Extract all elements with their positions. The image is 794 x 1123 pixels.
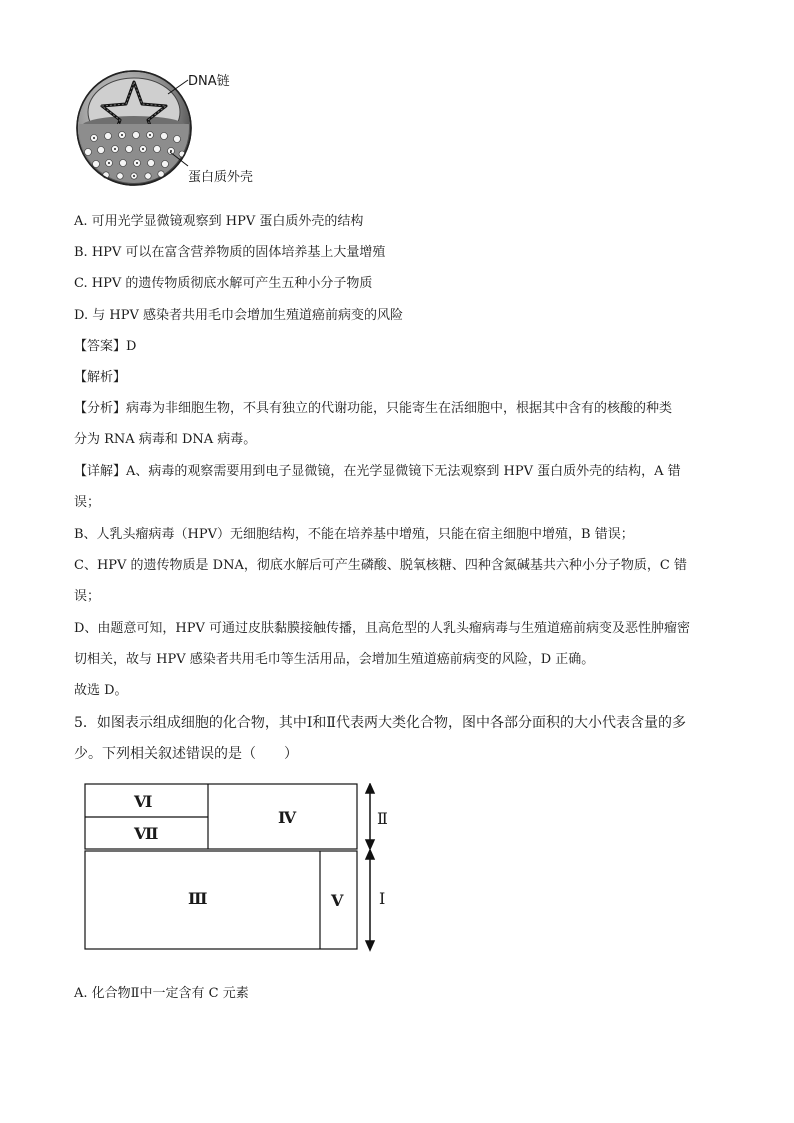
region-iv: Ⅳ (278, 808, 297, 827)
xiangjie-line-a1 (74, 463, 681, 481)
protein-shell-label: 蛋白质外壳 (188, 170, 254, 185)
fenxi-line-1 (74, 400, 672, 418)
xiangjie-line-d2: 切相关，故与 HPV 感染者共用毛巾等生活用品，会增加生殖道癌前病变的风险，D 正确。 (74, 652, 595, 667)
region-vi: Ⅵ (134, 792, 153, 811)
bracket-label-i: Ⅰ (379, 889, 386, 908)
q5-stem-line-2: 少。下列相关叙述错误的是（ ） (74, 746, 298, 762)
region-v: Ⅴ (331, 891, 344, 910)
option-c: C. HPV 的遗传物质彻底水解可产生五种小分子物质 (74, 276, 373, 291)
xiangjie-line-a2: 误； (74, 495, 101, 510)
xiangjie-line-d1: D、由题意可知，HPV 可通过皮肤黏膜接触传播，且高危型的人乳头瘤病毒与生殖道癌前病变及恶性肿瘤密 (74, 621, 691, 636)
option-a: A. 可用光学显微镜观察到 HPV 蛋白质外壳的结构 (74, 214, 364, 229)
q5-stem-line-1: 5．如图表示组成细胞的化合物，其中Ⅰ和Ⅱ代表两大类化合物，图中各部分面积的大小代表含量的多 (74, 715, 686, 731)
xiangjie-tag: 【详解】 (74, 464, 127, 479)
conclusion-line: 故选 D。 (74, 683, 128, 698)
hpv-figure (70, 68, 270, 192)
fenxi-line-2: 分为 RNA 病毒和 DNA 病毒。 (74, 432, 257, 447)
xiangjie-line-b: B、人乳头瘤病毒（HPV）无细胞结构，不能在培养基中增殖，只能在宿主细胞中增殖，B 错误； (74, 527, 634, 542)
region-vii: Ⅶ (134, 824, 159, 843)
xiangjie-a-text-1: A、病毒的观察需要用到电子显微镜，在光学显微镜下无法观察到 HPV 蛋白质外壳的结构，A 错 (126, 464, 681, 479)
analysis-tag: 【解析】 (74, 370, 127, 385)
option-b: B. HPV 可以在富含营养物质的固体培养基上大量增殖 (74, 245, 386, 260)
xiangjie-line-c2: 误； (74, 589, 101, 604)
fenxi-tag: 【分析】 (74, 401, 127, 416)
answer-line (74, 338, 136, 356)
dna-chain-label: DNA链 (188, 74, 230, 89)
xiangjie-line-c1: C、HPV 的遗传物质是 DNA，彻底水解后可产生磷酸、脱氧核糖、四种含氮碱基共六种小分子物质，C 错 (74, 558, 687, 573)
fenxi-text-1: 病毒为非细胞生物，不具有独立的代谢功能，只能寄生在活细胞中，根据其中含有的核酸的种类 (126, 401, 673, 416)
compound-area-diagram (84, 783, 404, 953)
bracket-label-ii: Ⅱ (377, 809, 388, 828)
option-d: D. 与 HPV 感染者共用毛巾会增加生殖道癌前病变的风险 (74, 308, 403, 323)
answer-tag: 【答案】 (74, 339, 127, 354)
answer-value: D (126, 339, 137, 354)
region-iii: Ⅲ (188, 889, 208, 908)
compound-diagram-frame (84, 783, 404, 953)
q5-option-a: A. 化合物Ⅱ中一定含有 C 元素 (74, 986, 249, 1001)
